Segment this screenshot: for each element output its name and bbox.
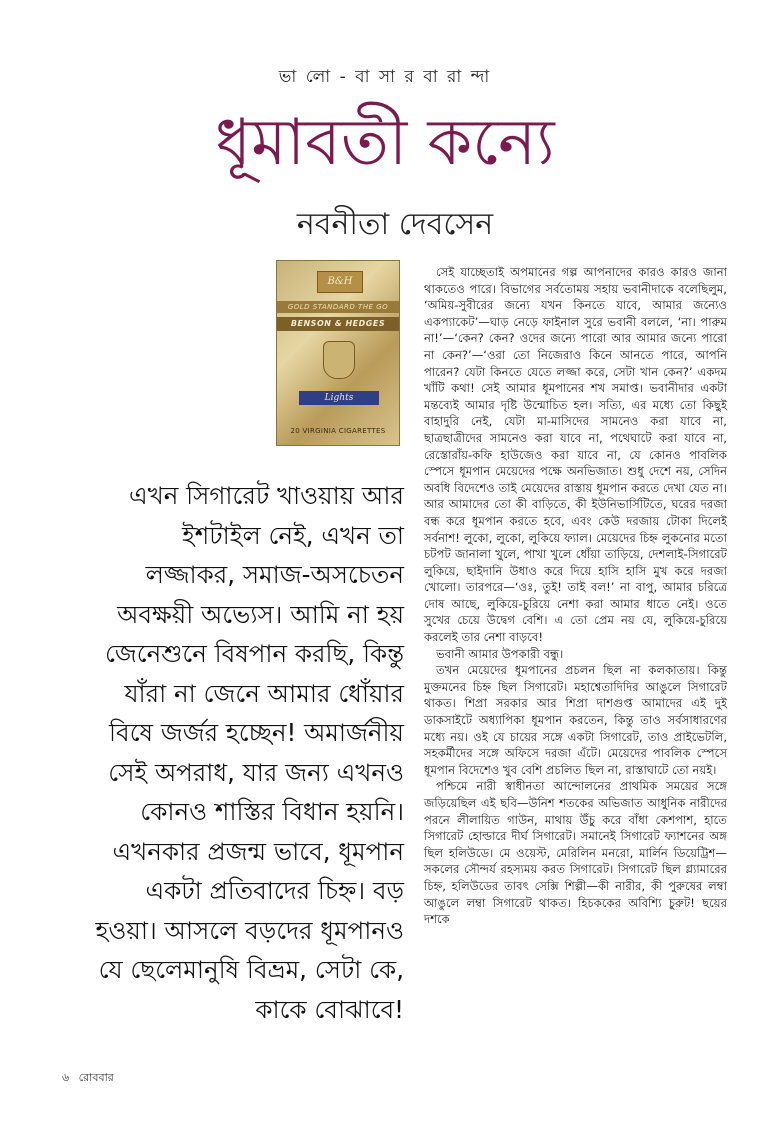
column-kicker: ভা লো - বা সা র বা রা ন্দা [278, 67, 492, 87]
body-paragraph: ভবানী আমার উপকারী বন্ধু। [436, 646, 564, 661]
body-paragraph: তখন মেয়েদের ধূমপানের প্রচলন ছিল না কলকাতায়। কিন্তু মুক্তমনের চিহ্ন ছিল সিগারেট। মহাশ্বেতাদিদির আঙুলে সিগারেট থাকত। শিপ্রা সরকার আর শিপ্রা দাশগুপ্ত আমাদের এই দুই ডাকসাইটে অধ্যাপিকা ধূমপান করতেন, কিন্তু তাও সর্বসাধারণের মধ্যে নয়। ওই যে চায়ের সঙ্গে একটা সিগারেট, তাও প্রাইভেটলি, সহকর্মীদের সঙ্গে অফিসে দরজা এঁটে। মেয়েদের পাবলিক স্পেসে ধূমপান বিদেশেও খুব বেশি প্রচলিত ছিল না, রাস্তাঘাটে তো নয়ই। [424, 663, 727, 777]
body-paragraph: পশ্চিমে নারী স্বাধীনতা আন্দোলনের প্রাথমিক সময়ের সঙ্গে জড়িয়েছিল এই ছবি—উনিশ শতকের অভিজাত আধুনিক নারীদের পরনে লীলায়িত গাউন, মাথায় উঁচু করে বাঁধা কেশপাশ, হাতে সিগারেট হোল্ডারে দীর্ঘ সিগারেট। সমানেই সিগারেট ফ্যাশনের অঙ্গ ছিল হলিউডে। মে ওয়েস্ট, মেরিলিন মনরো, মার্লিন ডিয়েট্রিশ—সকলের সৌন্দর্য রহস্যময় করত সিগারেট। সিগারেট ছিল গ্ল্যামারের চিহ্ন, হলিউডের তাবৎ সেক্সি শিল্পী—কী নারীর, কী পুরুষের লম্বা আঙুলে লম্বা সিগারেট থাকত। হিচককের অবিশ্যি চুরুট! ছয়ের দশকে [424, 779, 727, 927]
section-name: রোববার [78, 1071, 114, 1084]
page-number: ৬ [62, 1071, 70, 1084]
pack-variant: Lights [299, 391, 379, 405]
body-paragraph: সেই যাচ্ছেতাই অপমানের গল্প আপনাদের কারও কারও জানা থাকতেও পারে। বিভাগের সর্বতোময় সহায় ভবানীদাকে বলেছিলুম, ‘অমিয়-সুবীরের জন্যে যখন কিনতে যাবে, আমার জন্যেও একপ্যাকেট’—ঘাড় নেড়ে ফাইনাল সুরে ভবানী বললে, ‘না। পারুম না!’—‘কেন? কেন? ওদের জন্যে পারো আর আমার জন্যে পারো না কেন?’—‘ওরা তো নিজেরাও কিনে আনতে পারে, আপনি পারেন? যেটা কিনতে যেতে লজ্জা করে, সেটা খান কেন?’ একদম খাঁটি কথা! সেই আমার ধূমপানের শখ সমাপ্ত। ভবানীদার একটা মন্তব্যেই আমার দৃষ্টি উন্মোচিত হল। সত্যি, এর মধ্যে তো কিছুই বাহাদুরি নেই, যেটা মা-মাসিদের সামনেও করা যাবে না, ছাত্রছাত্রীদের সামনেও করা যাবে না, পথেঘাটে করা যাবে না, রেস্তোরাঁয়-কফি হাউজেও করা যাবে না, যে কোনও পাবলিক স্পেসে ধূমপান মেয়েদের পক্ষে অনভিজাত। শুধু দেশে নয়, সেদিন অবধি বিদেশেও তাই মেয়েদের রাস্তায় ধূমপান করতে দেখা যেত না। আর আমাদের তো কী বাড়িতে, কী ইউনিভার্সিটিতে, ঘরের দরজা বন্ধ করে ধূমপান করতে হবে, এবং কেউ দরজায় টোকা দিলেই সর্বনাশ! লুকো, লুকো, লুকিয়ে ফ্যাল। মেয়েদের চিহ্ন লুকনোর মতো চটপট জানালা খুলে, পাখা খুলে ধোঁয়া তাড়িয়ে, দেশলাই-সিগারেট লুকিয়ে, ছাইদানি উধাও করে দিয়ে হাসি হাসি মুখ করে দরজা খোলো। তারপরে—‘ওঃ, তুই! তাই বল!’ না বাপু, আমার চরিত্রে দোষ আছে, লুকিয়ে-চুরিয়ে নেশা করা আমার ধাতে নেই। ওতে সুখের চেয়ে উদ্বেগ বেশি। এ তো প্রেম নয় যে, লুকিয়ে-চুরিয়ে করলেই তার নেশা বাড়বে! [424, 265, 727, 645]
pack-count-text: 20 VIRGINIA CIGARETTES [290, 427, 386, 435]
pull-quote: এখন সিগারেট খাওয়ায় আর ইশটাইল নেই, এখন তা লজ্জাকর, সমাজ-অসচেতন অবক্ষয়ী অভ্যেস। আমি না হয় জেনেশুনে বিষপান করছি, কিন্তু যাঁরা না জেনে আমার ধোঁয়ার বিষে জর্জর হচ্ছেন! অমার্জনীয় সেই অপরাধ, যার জন্য এখনও কোনও শাস্তির বিধান হয়নি। এখনকার প্রজন্ম ভাবে, ধূমপান একটা প্রতিবাদের চিহ্ন। বড় হওয়া। আসলে বড়দের ধূমপানও যে ছেলেমানুষি বিভ্রম, সেটা কে, কাকে বোঝাবে! [95, 481, 404, 1024]
pack-band-text: GOLD STANDARD THE GO [277, 301, 399, 313]
author-byline: নবনীতা দেবসেন [296, 207, 494, 242]
article-title: ধূমাবতী কন্যে [215, 106, 555, 180]
cigarette-pack-illustration [276, 260, 400, 446]
crest-icon [323, 341, 355, 379]
page-footer [62, 1069, 114, 1088]
body-column [424, 264, 727, 928]
pack-logo: B&H [317, 271, 363, 293]
pack-brand-name: BENSON & HEDGES [277, 317, 399, 331]
